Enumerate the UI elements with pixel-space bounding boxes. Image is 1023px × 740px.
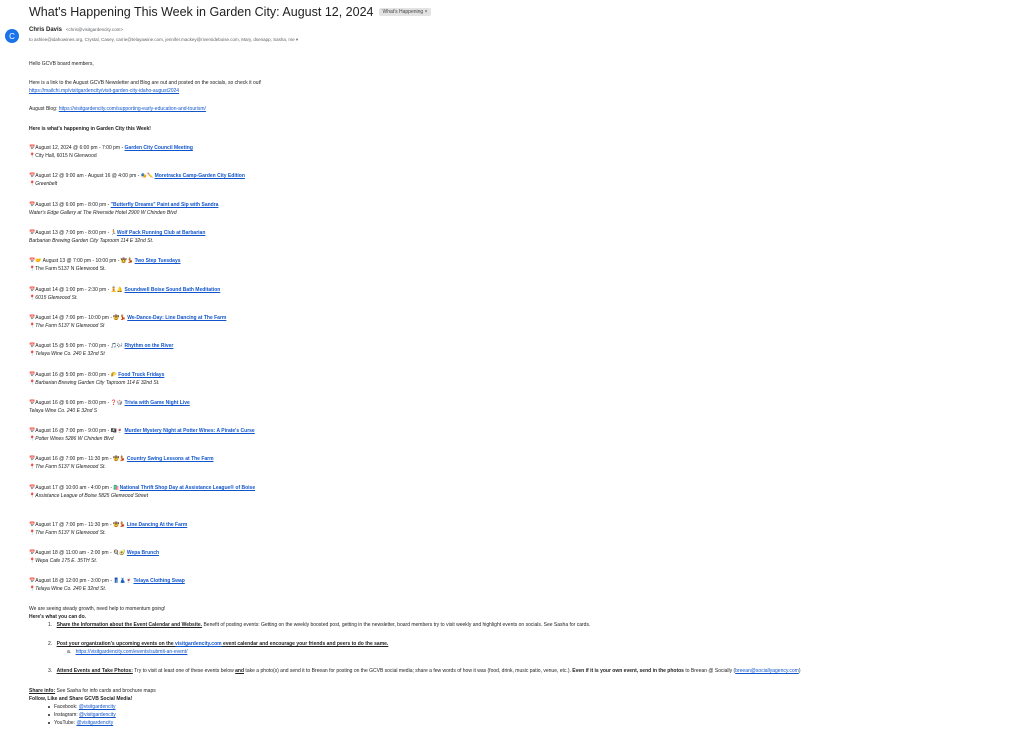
event-title-link[interactable]: Trivia with Game Night Live <box>124 400 190 406</box>
location-pin-icon: 📍 <box>29 266 36 272</box>
event-location: Telaya Wine Co. 240 E 32nd S <box>29 408 98 414</box>
event-emoji-icon: 🧘🔔 <box>110 287 125 293</box>
event-location: 6015 Glenwood St. <box>35 295 78 301</box>
blog-line <box>29 106 206 113</box>
event-title-link[interactable]: Moretracks Camp-Garden City Edition <box>154 173 245 179</box>
visitgardencity-link[interactable]: visitgardencity.com <box>175 641 222 647</box>
event-item <box>29 400 190 407</box>
location-pin-icon: 📍 <box>29 493 36 499</box>
social-label: YouTube: <box>54 720 77 726</box>
location-pin-icon: 📍 <box>29 436 36 442</box>
event-location: The Farm 5137 N Glenwood St. <box>35 266 106 272</box>
event-date: August 17 @ 7:00 pm - 11:30 pm - <box>35 522 114 528</box>
event-title-link[interactable]: Telaya Clothing Swap <box>133 578 185 584</box>
social-facebook <box>48 704 116 711</box>
event-location: Water's Edge Gallery at The Riverside Hotel 2900 W Chinden Blvd <box>29 210 177 216</box>
event-item <box>29 372 164 379</box>
sender-email: <chris@visitgardencity.com> <box>65 27 123 32</box>
event-emoji-icon: 🍳🥑 <box>113 550 127 556</box>
event-title-link[interactable]: We-Dance-Day: Line Dancing at The Farm <box>127 315 227 321</box>
sender-name[interactable]: Chris Davis <box>29 27 63 33</box>
item-number: 3. <box>48 668 53 674</box>
blog-label: August Blog: <box>29 106 59 112</box>
item2-bold-b: event calendar and encourage your friends and peers to do the same. <box>221 641 389 647</box>
event-location-line <box>29 238 153 245</box>
calendar-icon: 📅 <box>29 343 36 349</box>
social-label: Instagram: <box>54 712 80 718</box>
event-location: Barbarian Brewing Garden City Taproom 114 E 32nd St. <box>29 238 154 244</box>
event-location: The Farm 5137 N Glenwood St <box>35 323 105 329</box>
event-date: August 15 @ 5:00 pm - 7:00 pm - <box>35 343 111 349</box>
social-youtube <box>48 720 113 727</box>
event-location-line <box>29 295 78 302</box>
event-emoji-icon: ❓🎲 <box>110 400 125 406</box>
event-item <box>29 428 255 435</box>
event-location-line <box>29 153 97 160</box>
action-item-2a <box>67 649 187 656</box>
event-date: August 16 @ 6:00 pm - 8:00 pm - <box>35 400 111 406</box>
social-label: Facebook: <box>54 704 79 710</box>
location-pin-icon: 📍 <box>29 380 36 386</box>
event-date: August 16 @ 7:00 pm - 9:00 pm - <box>35 428 111 434</box>
event-location-line <box>29 210 177 217</box>
event-date: August 13 @ 6:00 pm - 8:00 pm - <box>35 202 111 208</box>
event-title-link[interactable]: Wolf Pack Running Club at Barbarian <box>116 230 206 236</box>
calendar-icon: 📅 <box>29 145 36 151</box>
recipients-dropdown[interactable]: to ashlee@idahowines.org, Crystal, Casey, carrie@telayawine.com, jennifer.mackey@riversideboise.com, Mary, dsenapp, Sasha, me ▾ <box>29 37 299 42</box>
calendar-icon: 📅 <box>29 485 36 491</box>
event-location: Wepa Cafe 175 E. 35TH St. <box>35 558 98 564</box>
what-you-can-do: Here's what you can do. <box>29 614 87 620</box>
location-pin-icon: 📍 <box>29 295 36 301</box>
event-item <box>29 456 214 463</box>
event-location: Telaya Wine Co. 240 E 32nd St. <box>35 586 107 592</box>
event-date: August 12 @ 9:00 am - August 16 @ 4:00 pm - <box>35 173 141 179</box>
event-location-line <box>29 530 106 537</box>
event-date: August 16 @ 7:00 pm - 11:30 pm - <box>35 456 114 462</box>
calendar-icon: 📅 <box>29 550 36 556</box>
item2-bold-a: Post your organization's upcoming events on the <box>56 641 175 647</box>
event-date: August 17 @ 10:00 am - 4:00 pm - <box>35 485 114 491</box>
action-item-2 <box>48 641 388 648</box>
calendar-icon: 📅 <box>29 287 36 293</box>
event-emoji-icon: 🌮 <box>110 372 119 378</box>
event-location-line <box>29 464 106 471</box>
event-location-line <box>29 408 97 415</box>
event-title-link[interactable]: Murder Mystery Night at Potter Wines: A Pirate's Curse <box>124 428 255 434</box>
facebook-link[interactable]: @visitgardencity <box>78 704 116 710</box>
location-pin-icon: 📍 <box>29 181 36 187</box>
youtube-link[interactable]: @visitgardencity <box>76 720 114 726</box>
location-pin-icon: 📍 <box>29 464 36 470</box>
newsletter-link[interactable]: https://mailchi.mp/visitgardencity/visit-garden-city-idaho-august2024 <box>29 88 180 94</box>
event-title-link[interactable]: Wepa Brunch <box>126 550 160 556</box>
event-location-line <box>29 323 104 330</box>
event-item <box>29 258 181 265</box>
event-emoji-icon: 🤠💃 <box>113 315 128 321</box>
event-location-line <box>29 558 97 565</box>
share-info-label: Share info: <box>29 688 56 694</box>
social-instagram <box>48 712 116 719</box>
follow-heading: Follow, Like and Share GCVB Social Media! <box>29 696 133 702</box>
event-item <box>29 485 255 492</box>
calendar-icon: 📅 <box>29 522 36 528</box>
location-pin-icon: 📍 <box>29 558 36 564</box>
event-date: August 12, 2024 @ 6:00 pm - 7:00 pm - <box>35 145 125 151</box>
calendar-icon: 📅 <box>29 400 36 406</box>
action-item-1 <box>48 622 590 629</box>
event-location-line <box>29 436 114 443</box>
share-info-text: See Sasha for info cards and brochure maps <box>55 688 156 694</box>
item3-bold: Attend Events and Take Photos: <box>56 668 133 674</box>
calendar-icon: 📅 <box>29 258 36 264</box>
event-date: August 18 @ 12:00 pm - 3:00 pm - <box>35 578 114 584</box>
event-location-line <box>29 181 57 188</box>
event-item <box>29 145 193 152</box>
calendar-icon: 📅 <box>29 428 36 434</box>
event-date: August 16 @ 5:00 pm - 8:00 pm - <box>35 372 111 378</box>
event-date: August 14 @ 7:00 pm - 10:00 pm - <box>35 315 114 321</box>
share-info <box>29 688 156 695</box>
calendar-icon: 📅 <box>29 456 36 462</box>
event-location: The Farm 5137 N Glenwood St. <box>35 464 106 470</box>
event-item <box>29 315 226 322</box>
event-location: Greenbelt <box>35 181 58 187</box>
action-item-3 <box>48 668 801 675</box>
item3-and: and <box>235 668 245 674</box>
event-location-line <box>29 266 106 273</box>
location-pin-icon: 📍 <box>29 153 36 159</box>
sender-line <box>29 27 123 33</box>
event-emoji-icon: 🎵🎶 <box>110 343 125 349</box>
event-item <box>29 287 220 294</box>
event-item <box>29 578 185 585</box>
event-emoji-icon: 🤠💃 <box>113 456 127 462</box>
event-title-link[interactable]: Two Step Tuesdays <box>134 258 181 264</box>
calendar-icon: 📅 <box>29 315 36 321</box>
location-pin-icon: 📍 <box>29 586 36 592</box>
event-location: The Farm 5137 N Glenwood St. <box>35 530 106 536</box>
label-chip[interactable]: What's Happening × <box>379 8 430 16</box>
email-subject: What's Happening This Week in Garden City: August 12, 2024 <box>29 5 374 19</box>
event-location: City Hall, 6015 N Glenwood <box>35 153 97 159</box>
event-location: Potter Wines 5286 W Chinden Blvd <box>35 436 114 442</box>
sub-item-label: a. <box>67 649 72 655</box>
calendar-icon: 📅 <box>29 578 36 584</box>
item-number: 2. <box>48 641 53 647</box>
event-item <box>29 550 159 557</box>
calendar-icon: 📅 <box>29 202 36 208</box>
location-pin-icon: 📍 <box>29 530 36 536</box>
event-location-line <box>29 586 106 593</box>
item1-text: Benefit of posting events: Getting on the weekly boosted post, getting in the newsletter, board members try to visit weekly and highlight events on socials. See Sasha for cards. <box>202 622 591 628</box>
item3-text-b: take a photo(s) and send it to Breean for posting on the GCVB social media; share a few words of how it was (food, drink, music patio, venue, etc.). <box>244 668 573 674</box>
location-pin-icon: 📍 <box>29 351 36 357</box>
location-pin-icon: 📍 <box>29 323 36 329</box>
event-emoji-icon: 🏃 <box>110 230 117 236</box>
event-emoji-icon: 🛍️ <box>113 485 120 491</box>
event-emoji-icon: 🎭✏️ <box>140 173 155 179</box>
blog-link[interactable]: https://visitgardencity.com/supporting-early-education-and-tourism/ <box>58 106 206 112</box>
events-heading: Here is what's happening in Garden City this Week! <box>29 126 151 132</box>
event-title-link[interactable]: Line Dancing At the Farm <box>126 522 188 528</box>
event-item <box>29 522 187 529</box>
event-emoji-icon: 👖👗🍷 <box>113 578 134 584</box>
event-date: August 14 @ 1:00 pm - 2:30 pm - <box>35 287 111 293</box>
event-emoji-icon: 🏴‍☠️🍷 <box>110 428 125 434</box>
item3-bold2: Even if it is your own event, send in the photos <box>572 668 684 674</box>
event-location-line <box>29 493 148 500</box>
event-location-line <box>29 380 159 387</box>
event-location-line <box>29 351 105 358</box>
instagram-link[interactable]: @visitgardencity <box>79 712 116 718</box>
item1-bold: Share the Information about the Event Calendar and Website. <box>56 622 203 628</box>
item3-text-a: Try to visit at least one of these events below <box>132 668 236 674</box>
event-title-link[interactable]: Country Swing Lessons at The Farm <box>126 456 214 462</box>
sender-avatar[interactable]: C <box>5 29 19 43</box>
event-item <box>29 202 218 209</box>
event-title-link[interactable]: Rhythm on the River <box>124 343 174 349</box>
item3-text-c: to Breean @ Socially ( <box>683 668 736 674</box>
event-emoji-icon: 🤠💃 <box>113 522 127 528</box>
growth-text: We are seeing steady growth, need help to momentum going! <box>29 606 166 612</box>
event-date: August 18 @ 11:00 am - 2:00 pm - <box>35 550 114 556</box>
newsletter-text: Here is a link to the August GCVB Newsletter and Blog are out and posted on the socials, so check it out! <box>29 80 262 86</box>
event-location: Assistance League of Boise 5825 Glenwood Street <box>35 493 149 499</box>
event-emoji-icon: 🤠💃 <box>120 258 135 264</box>
event-title-link[interactable]: Food Truck Fridays <box>118 372 165 378</box>
event-item <box>29 343 173 350</box>
subject-row <box>29 4 431 20</box>
breean-email-link[interactable]: breean@sociallyagency.com <box>735 668 799 674</box>
event-title-link[interactable]: "Butterfly Dreams" Paint and Sip with Sandra <box>110 202 219 208</box>
item-number: 1. <box>48 622 53 628</box>
submit-event-link[interactable]: https://visitgardencity.com/events/submit-an-event/ <box>75 649 188 655</box>
event-title-link[interactable]: Soundwell Boise Sound Bath Meditation <box>124 287 221 293</box>
event-title-link[interactable]: Garden City Council Meeting <box>124 145 193 151</box>
event-location: Barbarian Brewing Garden City Taproom 114 E 32nd St. <box>35 380 160 386</box>
calendar-icon: 📅 <box>29 173 36 179</box>
event-item <box>29 230 205 237</box>
event-date: August 13 @ 7:00 pm - 10:00 pm - <box>42 258 121 264</box>
event-location: Telaya Wine Co. 240 E 32nd St <box>35 351 105 357</box>
calendar-icon: 📅 <box>29 372 36 378</box>
item3-close: ) <box>798 668 801 674</box>
event-date: August 13 @ 7:00 pm - 8:00 pm - <box>35 230 111 236</box>
event-title-link[interactable]: National Thrift Shop Day at Assistance League® of Boise <box>119 485 256 491</box>
calendar-icon: 📅 <box>29 230 36 236</box>
greeting: Hello GCVB board members, <box>29 61 94 67</box>
event-prefix-icon: 🤝 <box>35 258 43 264</box>
event-item <box>29 173 245 180</box>
